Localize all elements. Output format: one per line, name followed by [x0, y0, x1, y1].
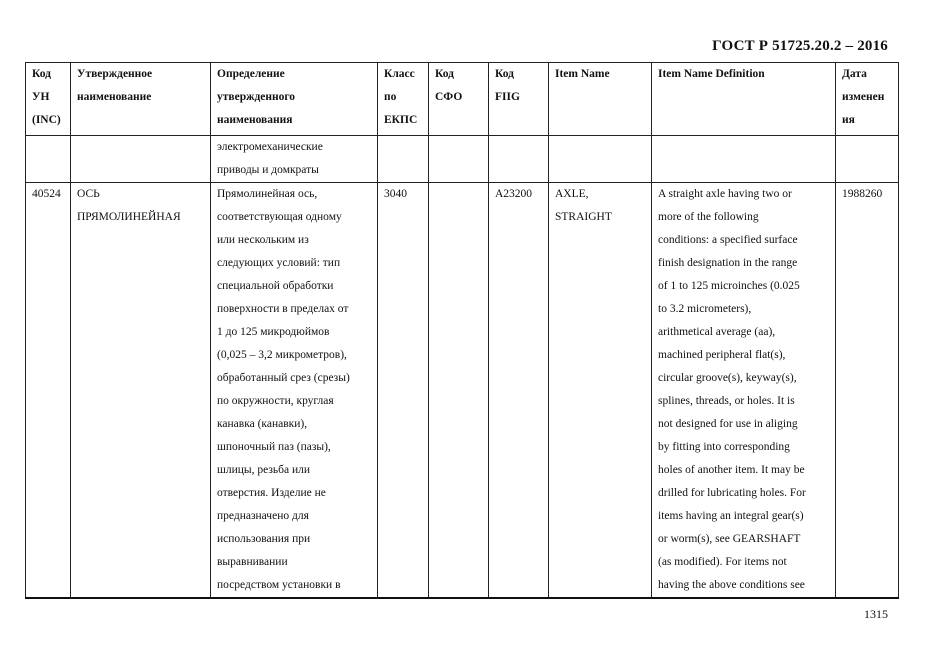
text-line: finish designation in the range [658, 257, 798, 269]
text-line: arithmetical average (aa), [658, 326, 776, 338]
table-row [26, 183, 899, 599]
text-line: conditions: a specified surface [658, 234, 798, 246]
text-line: holes of another item. It may be [658, 464, 805, 476]
text-line: having the above conditions see [658, 579, 805, 591]
text-line: A straight axle having two or [658, 188, 792, 200]
header-inc: Код УН (INC) [26, 63, 71, 136]
text-line: Прямолинейная ось, [217, 188, 318, 200]
cell-fiig [489, 136, 549, 183]
text-line: drilled for lubricating holes. For [658, 487, 806, 499]
text-line: поверхности в пределах от [217, 303, 349, 315]
cell-class: 3040 [378, 183, 429, 599]
table-row-continuation [26, 136, 899, 183]
header-item-name: Item Name [549, 63, 652, 136]
text-line: machined peripheral flat(s), [658, 349, 786, 361]
text-line: splines, threads, or holes. It is [658, 395, 795, 407]
cell-item-name [549, 136, 652, 183]
text-line: или нескольким из [217, 234, 309, 246]
cell-date [836, 136, 899, 183]
table-header-row [26, 63, 899, 136]
text-line: items having an integral gear(s) [658, 510, 804, 522]
text-line: by fitting into corresponding [658, 441, 790, 453]
text-line: circular groove(s), keyway(s), [658, 372, 797, 384]
header-date: Дата изменен ия [836, 63, 899, 136]
text-line: канавка (канавки), [217, 418, 308, 430]
cell-item-name-definition [652, 183, 836, 599]
header-definition: Определение утвержденного наименования [211, 63, 378, 136]
cell-definition [211, 183, 378, 599]
text-line: обработанный срез (срезы) [217, 372, 350, 384]
text-line: шлицы, резьба или [217, 464, 311, 476]
text-line: or worm(s), see GEARSHAFT [658, 533, 801, 545]
text-line: not designed for use in aliging [658, 418, 798, 430]
text-line: (0,025 – 3,2 микрометров), [217, 349, 347, 361]
text-line: следующих условий: тип [217, 257, 341, 269]
text-line: отверстия. Изделие не [217, 487, 326, 499]
text-line: (as modified). For items not [658, 556, 787, 568]
cell-item-name-definition [652, 136, 836, 183]
cell-inc: 40524 [26, 183, 71, 599]
text-line: выравнивании [217, 556, 288, 568]
cell-sfo [429, 136, 489, 183]
header-item-name-definition: Item Name Definition [652, 63, 836, 136]
cell-definition: электромеханические приводы и домкраты [211, 136, 378, 183]
header-fiig: Код FIIG [489, 63, 549, 136]
catalog-table [25, 62, 899, 599]
text-line: посредством установки в [217, 579, 341, 591]
text-line: to 3.2 micrometers), [658, 303, 752, 315]
cell-sfo [429, 183, 489, 599]
document-standard-title: ГОСТ Р 51725.20.2 – 2016 [712, 38, 888, 54]
cell-item-name: AXLE, STRAIGHT [549, 183, 652, 599]
text-line: шпоночный паз (пазы), [217, 441, 331, 453]
text-line: по окружности, круглая [217, 395, 334, 407]
header-approved-name: Утвержденное наименование [71, 63, 211, 136]
text-line: предназначено для [217, 510, 309, 522]
text-line: соответствующая одному [217, 211, 342, 223]
text-line: more of the following [658, 211, 759, 223]
cell-approved-name: ОСЬ ПРЯМОЛИНЕЙНАЯ [71, 183, 211, 599]
text-line: of 1 to 125 microinches (0.025 [658, 280, 800, 292]
cell-approved-name [71, 136, 211, 183]
cell-date: 1988260 [836, 183, 899, 599]
header-class: Класс по ЕКПС [378, 63, 429, 136]
text-line: использования при [217, 533, 311, 545]
text-line: специальной обработки [217, 280, 334, 292]
header-sfo: Код СФО [429, 63, 489, 136]
cell-fiig: A23200 [489, 183, 549, 599]
text-line: 1 до 125 микродюймов [217, 326, 330, 338]
page-number: 1315 [864, 607, 888, 621]
cell-class [378, 136, 429, 183]
cell-inc [26, 136, 71, 183]
